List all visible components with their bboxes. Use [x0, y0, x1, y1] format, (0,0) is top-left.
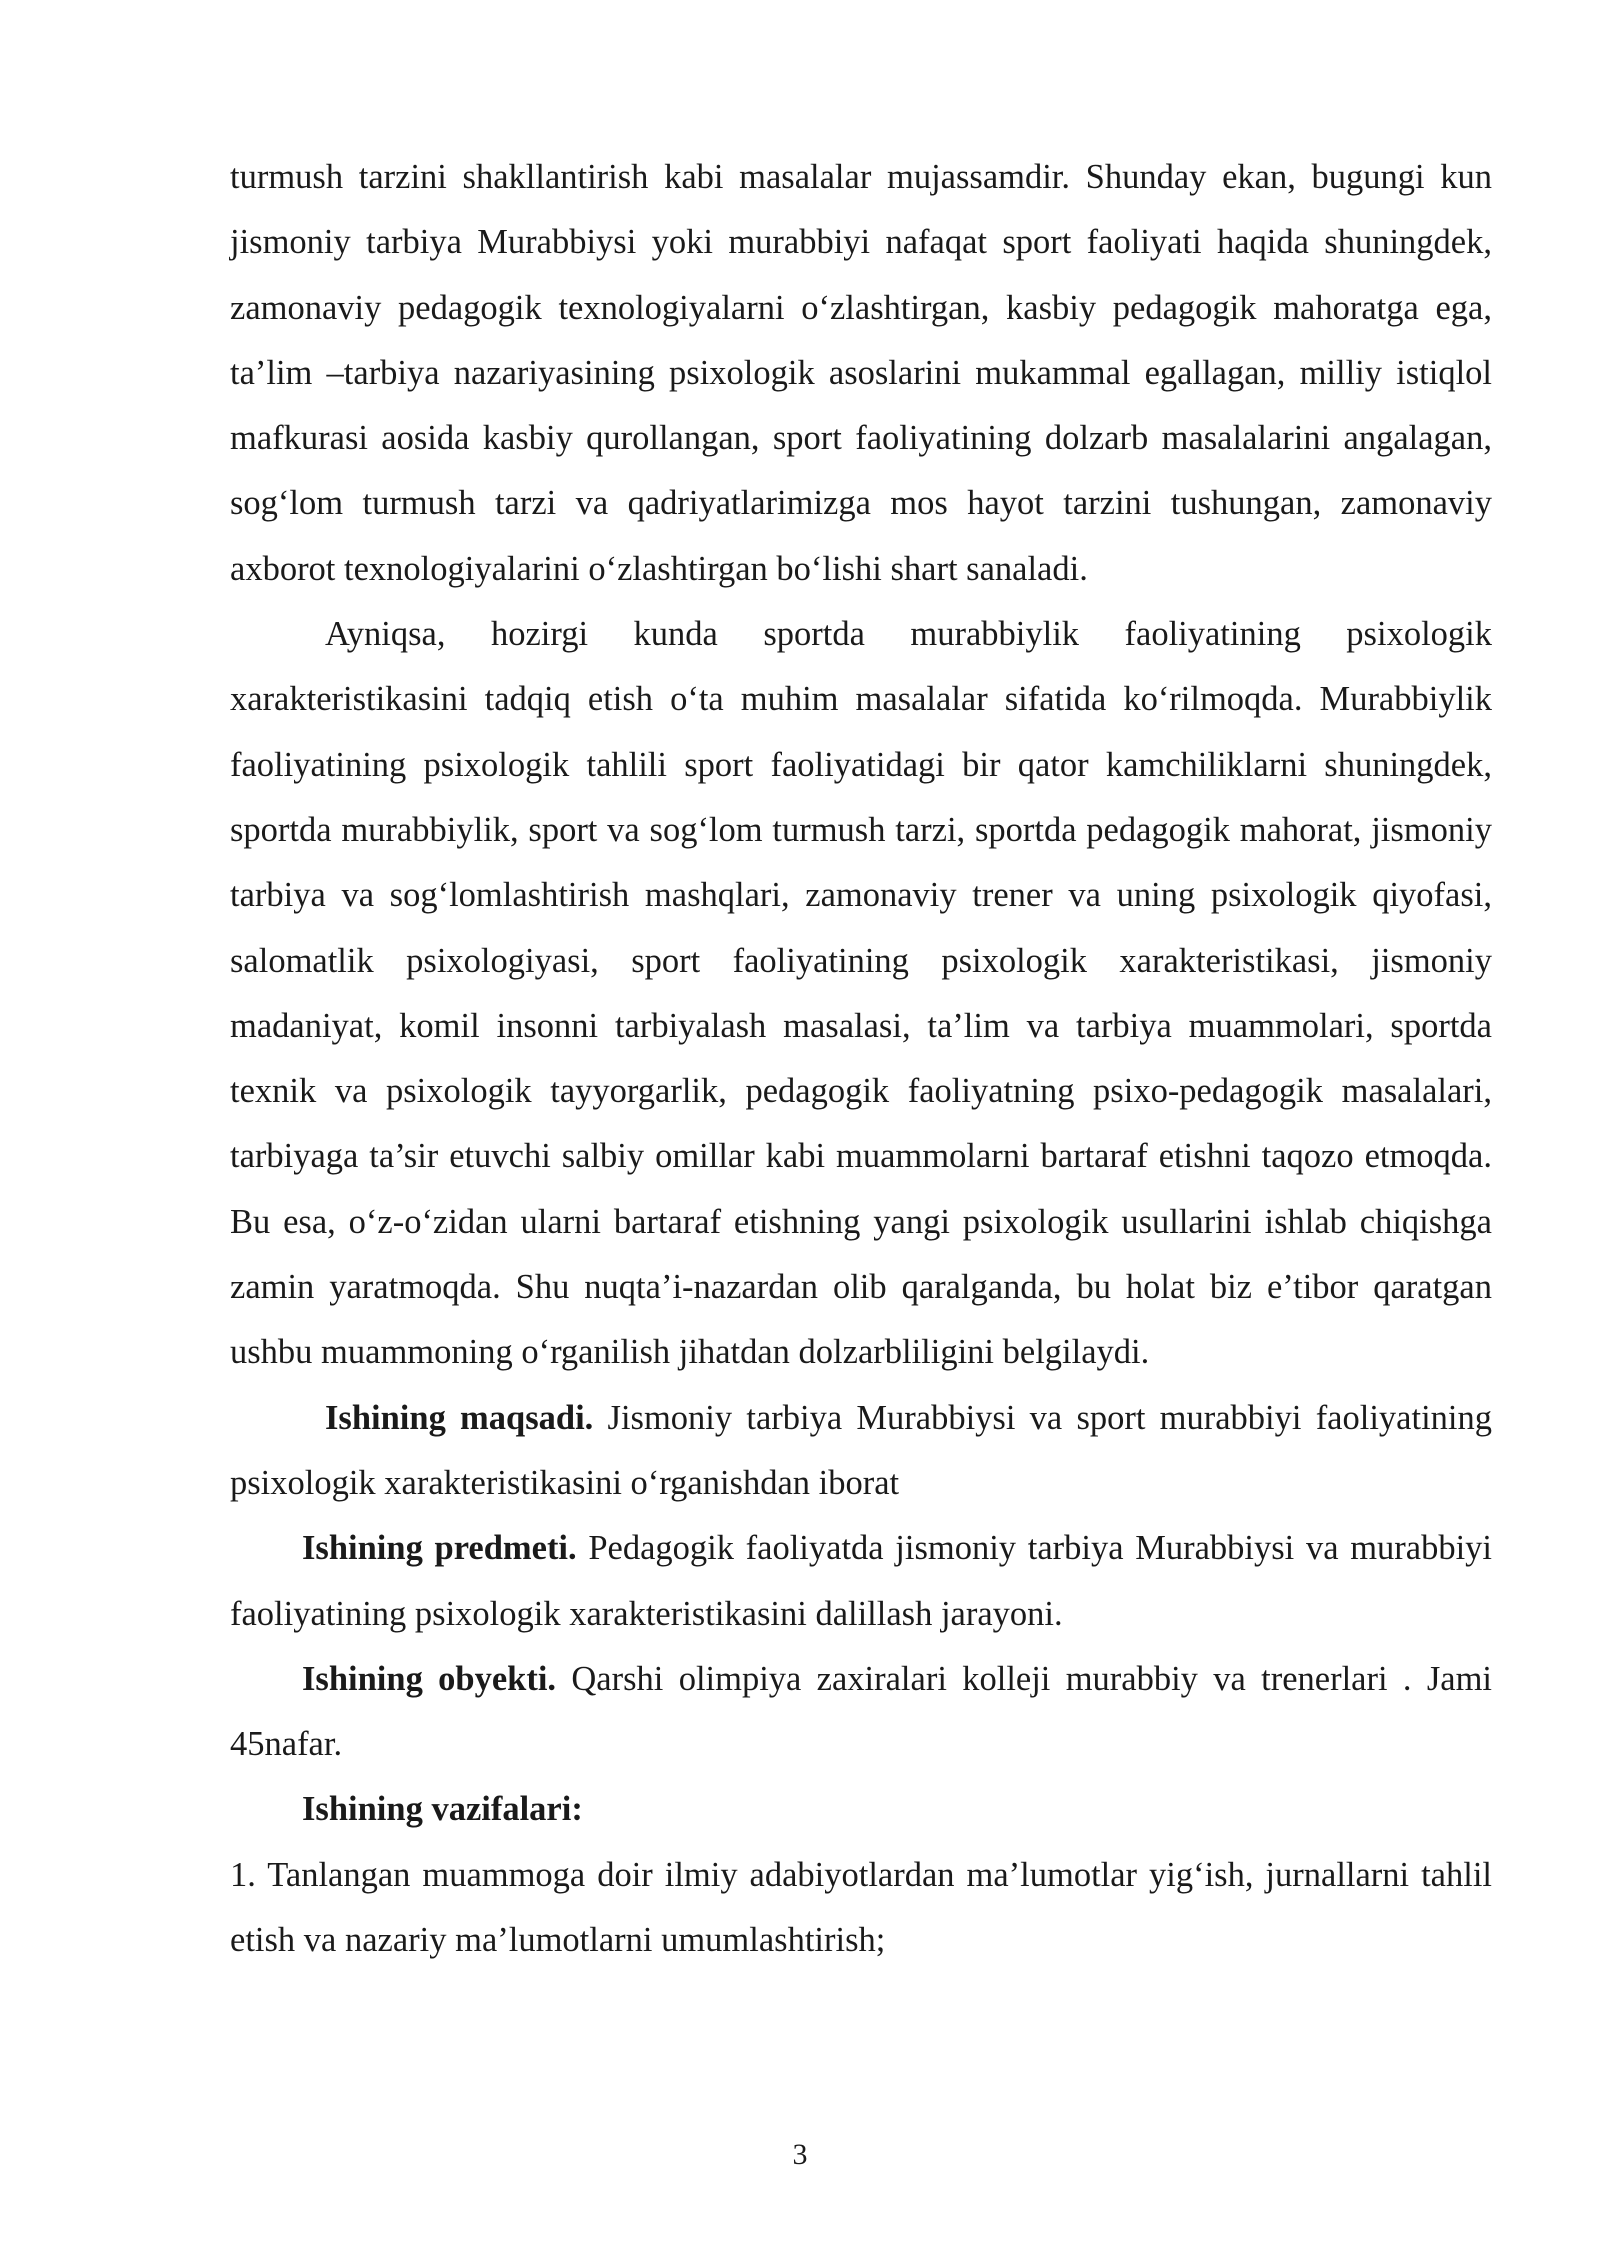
subject-text: Pedagogik faoliyatda jismoniy tarbiya Murabbiysi va murabbiyi faoliyatining psixologik xarakteristikasini dalillash jarayoni.: [230, 1529, 1493, 1633]
object-text: Qarshi olimpiya zaxiralari kolleji murabbiy va trenerlari . Jami 45nafar.: [230, 1659, 1492, 1764]
paragraph-intro-continuation: turmush tarzini shakllantirish kabi masalalar mujassamdir. Shunday ekan, bugungi kun jismoniy tarbiya Murabbiysi yoki murabbiyi nafaqat sport faoliyati haqida shuningdek, zamonaviy pedagogik texnologiyalarni o‘zlashtirgan, kasbiy pedagogik mahoratga ega, ta’lim –tarbiya nazariyasining psixologik asoslarini mukammal egallagan, milliy istiqlol mafkurasi aosida kasbiy qurollangan, sport faoliyatining dolzarb masalalarini angalagan, sog‘lom turmush tarzi va qadriyatlarimizga mos hayot tarzini tushungan, zamonaviy axborot texnologiyalarini o‘zlashtirgan bo‘lishi shart sanaladi.: [230, 158, 1492, 588]
document-body: [230, 145, 1492, 1973]
list-item-task-1: 1. Tanlangan muammoga doir ilmiy adabiyotlardan ma’lumotlar yig‘ish, jurnallarni tahlil etish va nazariy ma’lumotlarni umumlashtirish;: [230, 1855, 1492, 1960]
goal-heading: Ishining maqsadi.: [325, 1398, 594, 1437]
subject-heading: Ishining predmeti.: [302, 1529, 577, 1568]
paragraph-relevance: Ayniqsa, hozirgi kunda sportda murabbiylik faoliyatining psixologik xarakteristikasini tadqiq etish o‘ta muhim masalalar sifatida ko‘rilmoqda. Murabbiylik faoliyatining psixologik tahlili sport faoliyatidagi bir qator kamchiliklarni shuningdek, sportda murabbiylik, sport va sog‘lom turmush tarzi, sportda pedagogik mahorat, jismoniy tarbiya va sog‘lomlashtirish mashqlari, zamonaviy trener va uning psixologik qiyofasi, salomatlik psixologiyasi, sport faoliyatining psixologik xarakteristikasi, jismoniy madaniyat, komil insonni tarbiyalash masalasi, ta’lim va tarbiya muammolari, sportda texnik va psixologik tayyorgarlik, pedagogik faoliyatning psixo-pedagogik masalalari, tarbiyaga ta’sir etuvchi salbiy omillar kabi muammolarni bartaraf etishni taqozo etmoqda. Bu esa, o‘z-o‘zidan ularni bartaraf etishning yangi psixologik usullarini ishlab chiqishga zamin yaratmoqda. Shu nuqta’i-nazardan olib qaralganda, bu holat biz e’tibor qaratgan ushbu muammoning o‘rganilish jihatdan dolzarbliligini belgilaydi.: [230, 615, 1492, 1372]
tasks-heading: Ishining vazifalari:: [302, 1790, 583, 1829]
paragraph-goal: [230, 1386, 1492, 1517]
page-number: 3: [792, 2138, 808, 2171]
paragraph-object: [230, 1647, 1492, 1778]
paragraph-subject: [230, 1516, 1492, 1647]
goal-text: Jismoniy tarbiya Murabbiysi va sport murabbiyi faoliyatining psixologik xarakteristikasini o‘rganishdan iborat: [230, 1398, 1492, 1502]
paragraph-tasks-heading: [230, 1777, 1492, 1842]
object-heading: Ishining obyekti.: [302, 1659, 557, 1698]
